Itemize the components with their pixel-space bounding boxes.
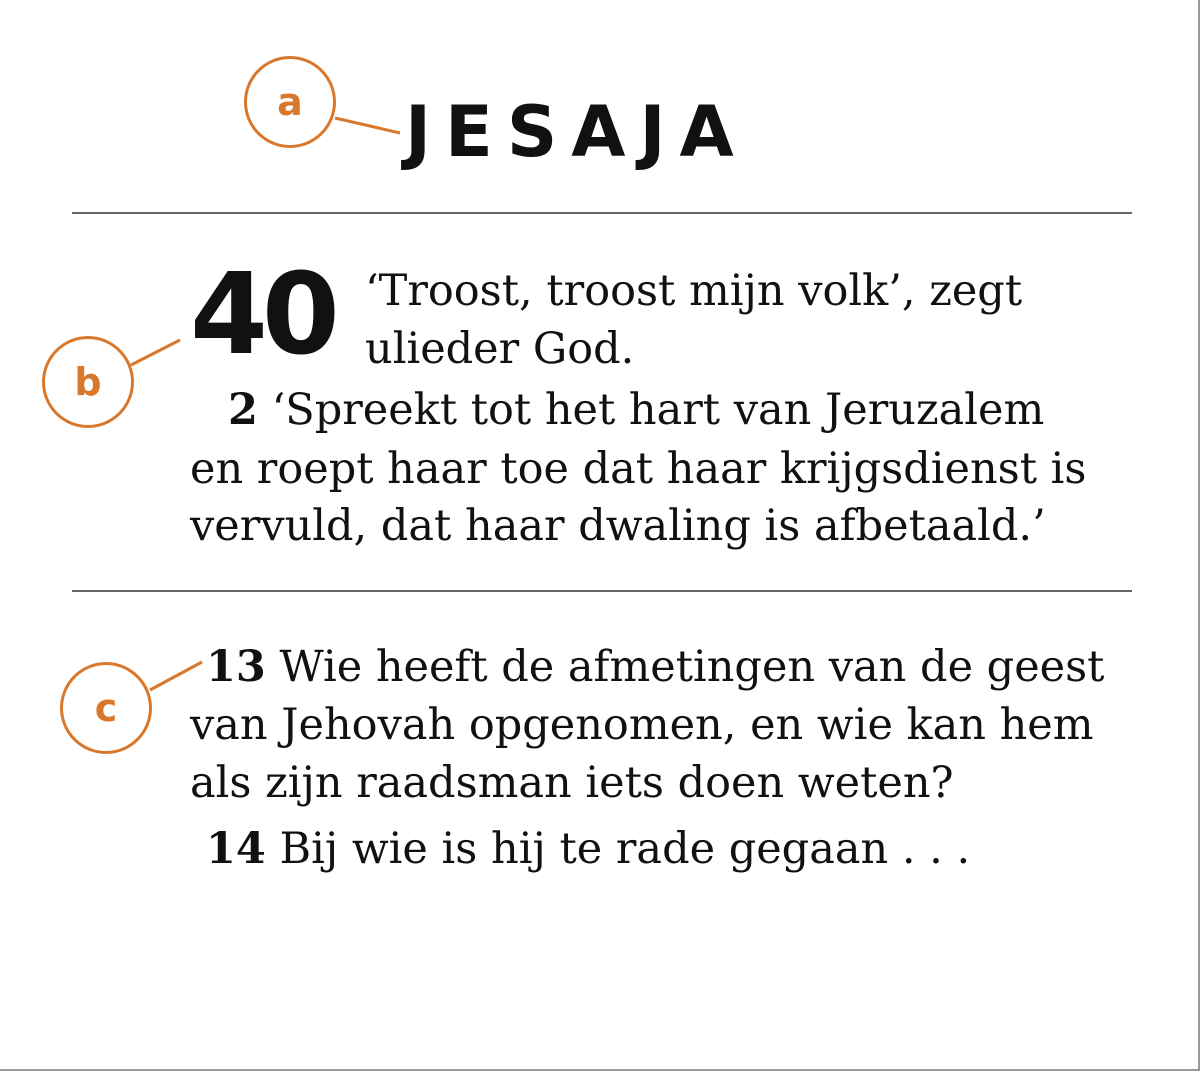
verse-13-line-1 — [206, 638, 1104, 696]
callout-label-c: c — [94, 686, 118, 730]
callout-label-a: a — [277, 80, 303, 124]
verse-1-line-2: ulieder God. — [365, 324, 635, 374]
leader-line-a — [335, 118, 400, 133]
chapter-number: 40 — [190, 250, 334, 380]
verse-2-line-1 — [228, 381, 1044, 439]
verse-number-2: 2 — [228, 385, 258, 435]
verse-2-text-1: ‘Spreekt tot het hart van Jeruzalem — [271, 385, 1045, 435]
callout-marker-c — [60, 662, 152, 754]
verse-13-text-1: Wie heeft de afmetingen van de geest — [279, 642, 1105, 692]
verse-2-line-3: vervuld, dat haar dwaling is afbetaald.’ — [190, 501, 1046, 551]
verse-number-14: 14 — [206, 824, 266, 874]
verse-2-line-2: en roept haar toe dat haar krijgsdienst is — [190, 444, 1087, 494]
callout-marker-b — [42, 336, 134, 428]
callout-marker-a — [244, 56, 336, 148]
leader-line-b — [131, 340, 180, 365]
verse-1-line-1: ‘Troost, troost mijn volk’, zegt — [365, 266, 1023, 316]
book-title: JESAJA — [405, 91, 748, 173]
verse-14-line-1 — [206, 820, 970, 878]
verse-14-text-1: Bij wie is hij te rade gegaan . . . — [279, 824, 971, 874]
middle-divider — [72, 590, 1132, 592]
verse-13-line-3: als zijn raadsman iets doen weten? — [190, 758, 954, 808]
leader-line-c — [150, 662, 202, 690]
top-divider — [72, 212, 1132, 214]
verse-number-13: 13 — [206, 642, 266, 692]
callout-label-b: b — [74, 360, 102, 404]
verse-13-line-2: van Jehovah opgenomen, en wie kan hem — [190, 700, 1094, 750]
